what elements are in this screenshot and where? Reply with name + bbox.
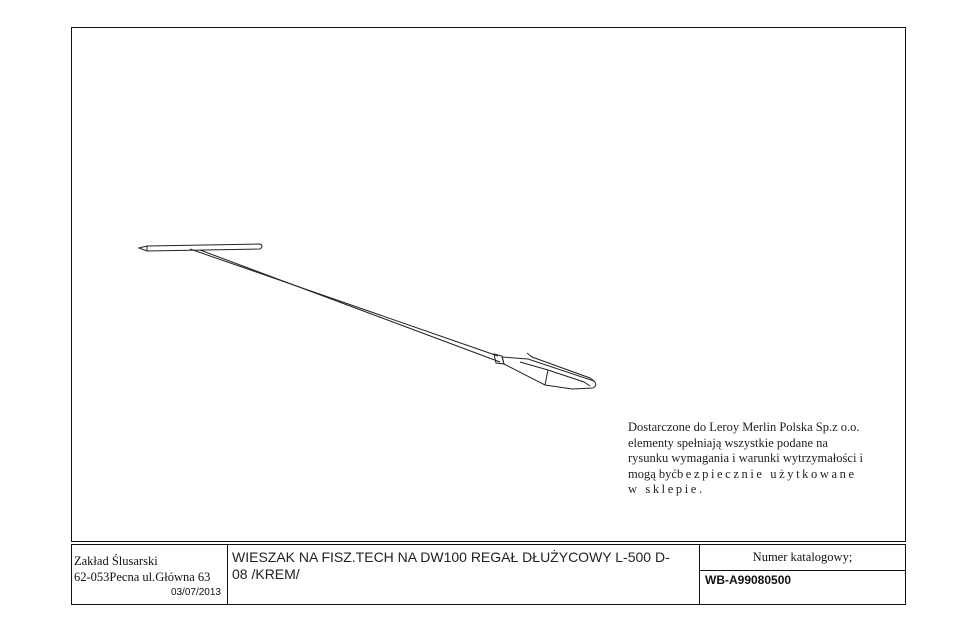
title-block xyxy=(71,544,906,605)
note-line: Dostarczone do Leroy Merlin Polska Sp.z o.o. xyxy=(628,420,860,434)
supplier-note xyxy=(628,420,903,498)
title-cell xyxy=(228,545,700,604)
note-line: w sklepie. xyxy=(628,482,705,496)
hanger-clip-edge xyxy=(545,370,548,385)
hanger-clip xyxy=(502,357,596,389)
hanger-stem-upper xyxy=(190,249,498,356)
note-line: rysunku wymagania i warunki wytrzymałości i xyxy=(628,451,864,465)
note-line: elementy spełniają wszystkie podane na xyxy=(628,435,828,450)
company-address: 62-053Pecna ul.Główna 63 xyxy=(74,570,211,584)
catalog-cell xyxy=(700,545,905,604)
company-cell xyxy=(72,545,228,604)
drawing-date: 03/07/2013 xyxy=(170,587,221,598)
product-title: WIESZAK NA FISZ.TECH NA DW100 REGAŁ DŁUŻYCOWY L-500 D-08 /KREM/ xyxy=(232,549,670,582)
company-name: Zakład Ślusarski xyxy=(74,554,158,568)
note-line xyxy=(628,467,903,483)
note-line-spaced: bezpiecznie użytkowane xyxy=(676,466,857,481)
catalog-label: Numer katalogowy; xyxy=(700,545,905,571)
catalog-number: WB-A99080500 xyxy=(705,573,792,587)
note-line-part: mogą być xyxy=(628,466,677,481)
hanger-stem-lower xyxy=(200,250,500,362)
